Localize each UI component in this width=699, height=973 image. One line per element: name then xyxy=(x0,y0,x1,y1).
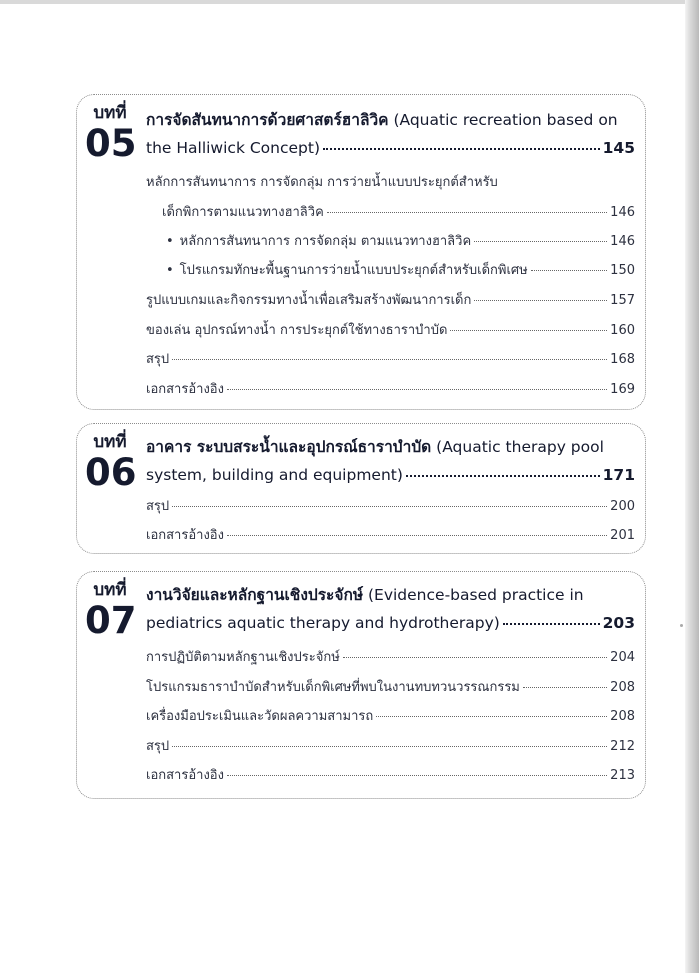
chapter-badge xyxy=(85,103,135,165)
chapter-title-line-2[interactable] xyxy=(146,614,635,638)
page-number: 200 xyxy=(610,499,635,514)
dot-leader xyxy=(406,475,600,477)
chapter-label: บทที่ xyxy=(93,103,127,123)
dot-leader xyxy=(343,657,607,658)
chapter-label: บทที่ xyxy=(93,432,127,452)
bullet-icon: • xyxy=(166,234,174,249)
toc-entry[interactable] xyxy=(146,289,635,313)
toc-entry-text: เอกสารอ้างอิง xyxy=(146,768,224,783)
toc-entry-text: โปรแกรมธาราบำบัดสำหรับเด็กพิเศษที่พบในงานทบทวนวรรณกรรม xyxy=(146,680,520,695)
page-number: 168 xyxy=(610,352,635,367)
page-number: 203 xyxy=(602,614,635,632)
toc-entry-text: หลักการสันทนาการ การจัดกลุ่ม การว่ายน้ำแบบประยุกต์สำหรับ xyxy=(146,175,498,190)
toc-entry[interactable] xyxy=(146,735,635,759)
dot-leader xyxy=(376,716,607,717)
chapter-title-line-2[interactable] xyxy=(146,139,635,163)
chapter-number: 06 xyxy=(85,451,137,494)
chapter-badge xyxy=(85,580,135,642)
page-number: 146 xyxy=(610,205,635,220)
dot-leader xyxy=(227,775,607,776)
page-number: 208 xyxy=(610,680,635,695)
dot-leader xyxy=(474,300,607,301)
chapter-title-thai: การจัดสันทนาการด้วยศาสตร์ฮาลิวิค xyxy=(146,111,389,129)
toc-entry-text: เอกสารอ้างอิง xyxy=(146,528,224,543)
toc-entry-text: เอกสารอ้างอิง xyxy=(146,382,224,397)
chapter-title-line-1[interactable] xyxy=(146,107,635,137)
toc-entry[interactable] xyxy=(162,201,635,225)
chapter-title-line-2[interactable] xyxy=(146,466,635,490)
dot-leader xyxy=(531,270,607,271)
toc-entry-text: การปฏิบัติตามหลักฐานเชิงประจักษ์ xyxy=(146,650,340,665)
page-number: 160 xyxy=(610,323,635,338)
chapter-number: 05 xyxy=(85,122,137,165)
page-number: 146 xyxy=(610,234,635,249)
toc-entry-text: สรุป xyxy=(146,499,170,514)
page-number: 204 xyxy=(610,650,635,665)
toc-entry[interactable] xyxy=(146,676,635,700)
toc-entry[interactable] xyxy=(146,705,635,729)
chapter-title-english: (Evidence-based practice in xyxy=(363,586,584,604)
chapter-title-english-cont: pediatrics aquatic therapy and hydrotherapy) xyxy=(146,614,500,632)
toc-entry-label: โปรแกรมทักษะพื้นฐานการว่ายน้ำแบบประยุกต์สำหรับเด็กพิเศษ xyxy=(179,263,528,278)
page-number: 213 xyxy=(610,768,635,783)
toc-entry-text xyxy=(166,230,471,251)
toc-entry[interactable] xyxy=(146,171,635,195)
chapter-number: 07 xyxy=(85,599,137,642)
dot-leader xyxy=(172,506,607,507)
toc-entry-text: สรุป xyxy=(146,739,170,754)
dot-leader xyxy=(523,687,607,688)
page-number: 208 xyxy=(610,709,635,724)
toc-subentry[interactable] xyxy=(166,230,635,254)
dot-leader xyxy=(227,389,607,390)
toc-entry-text: ของเล่น อุปกรณ์ทางน้ำ การประยุกต์ใช้ทางธาราบำบัด xyxy=(146,323,448,338)
dot-leader xyxy=(450,330,607,331)
page-number: 212 xyxy=(610,739,635,754)
dot-leader xyxy=(327,212,607,213)
dot-leader xyxy=(172,746,607,747)
toc-entry[interactable] xyxy=(146,348,635,372)
chapter-label: บทที่ xyxy=(93,580,127,600)
dot-leader xyxy=(227,535,607,536)
chapter-title-thai: งานวิจัยและหลักฐานเชิงประจักษ์ xyxy=(146,586,364,604)
page-number: 157 xyxy=(610,293,635,308)
page-top-edge xyxy=(0,0,699,4)
toc-entry-text xyxy=(166,259,528,280)
toc-entry[interactable] xyxy=(146,764,635,788)
toc-entry[interactable] xyxy=(146,319,635,343)
toc-entry[interactable] xyxy=(146,646,635,670)
toc-entry-text: รูปแบบเกมและกิจกรรมทางน้ำเพื่อเสริมสร้างพัฒนาการเด็ก xyxy=(146,293,472,308)
toc-entry[interactable] xyxy=(146,524,635,548)
toc-subentry[interactable] xyxy=(166,259,635,283)
dot-leader xyxy=(172,359,607,360)
bullet-icon: • xyxy=(166,263,174,278)
dot-leader xyxy=(474,241,607,242)
toc-entry-text: เด็กพิการตามแนวทางฮาลิวิค xyxy=(162,205,324,220)
page-number: 171 xyxy=(602,466,635,484)
chapter-title-english: (Aquatic therapy pool xyxy=(431,438,604,456)
scan-speck xyxy=(680,624,683,627)
toc-entry-text: เครื่องมือประเมินและวัดผลความสามารถ xyxy=(146,709,374,724)
toc-entry-label: หลักการสันทนาการ การจัดกลุ่ม ตามแนวทางฮาลิวิค xyxy=(179,234,472,249)
chapter-title-english: (Aquatic recreation based on xyxy=(388,111,618,129)
dot-leader xyxy=(323,148,600,150)
page-number: 145 xyxy=(602,139,635,157)
page-number: 201 xyxy=(610,528,635,543)
chapter-badge xyxy=(85,432,135,494)
chapter-07-card xyxy=(76,571,646,799)
toc-entry-text: สรุป xyxy=(146,352,170,367)
chapter-06-card xyxy=(76,423,646,554)
page-spine-shadow xyxy=(685,0,699,973)
chapter-title-english-cont: the Halliwick Concept) xyxy=(146,139,320,157)
toc-entry[interactable] xyxy=(146,495,635,519)
chapter-title-thai: อาคาร ระบบสระน้ำและอุปกรณ์ธาราบำบัด xyxy=(146,438,432,456)
chapter-05-card xyxy=(76,94,646,410)
page-number: 169 xyxy=(610,382,635,397)
page-number: 150 xyxy=(610,263,635,278)
chapter-title-line-1[interactable] xyxy=(146,582,635,612)
dot-leader xyxy=(503,623,600,625)
toc-entry[interactable] xyxy=(146,378,635,402)
chapter-title-line-1[interactable] xyxy=(146,434,635,464)
chapter-title-english-cont: system, building and equipment) xyxy=(146,466,403,484)
